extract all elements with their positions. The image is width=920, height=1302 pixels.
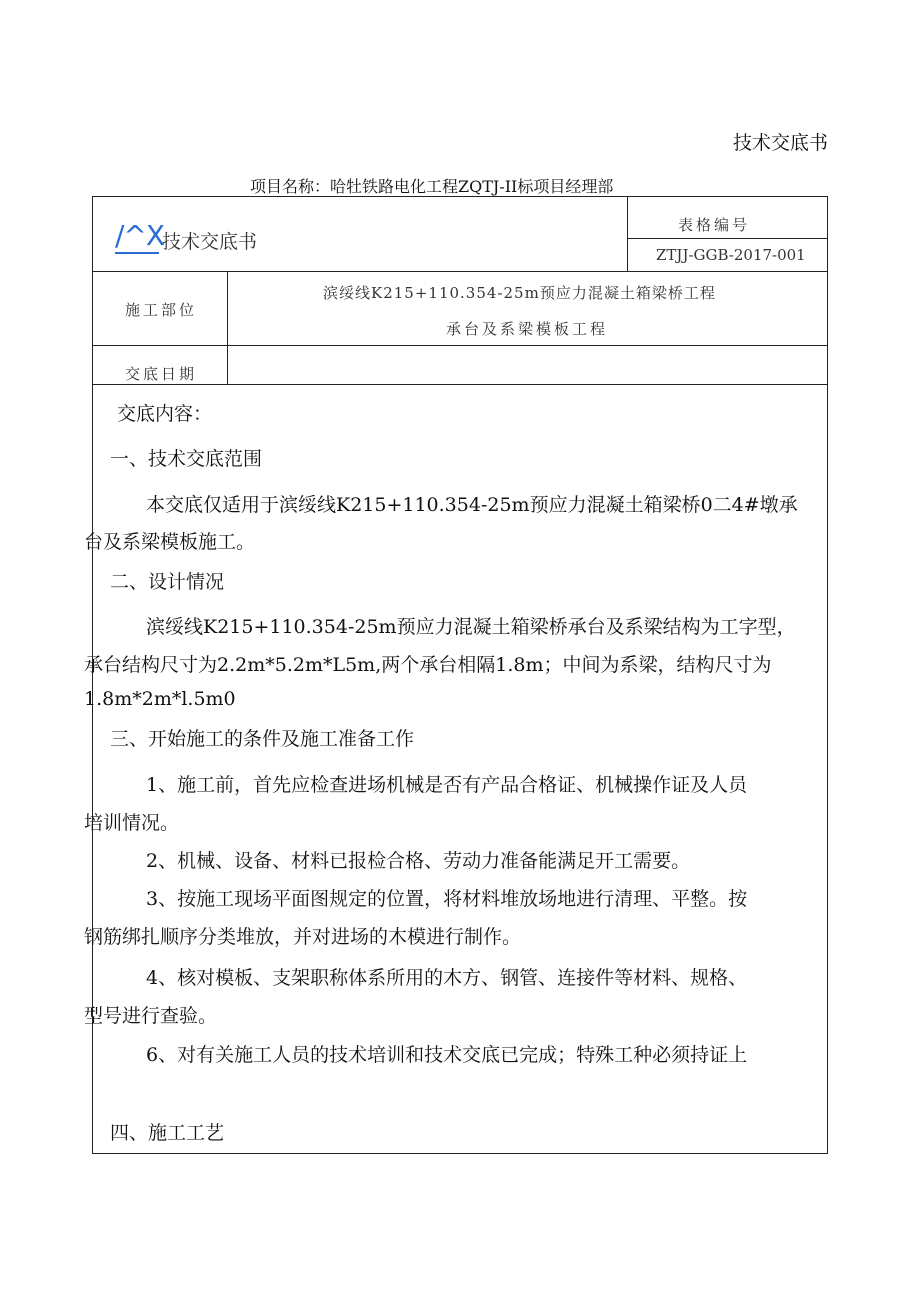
list-item: 钢筋绑扎顺序分类堆放，并对进场的木模进行制作。 [84,926,522,948]
section-1-text: 台及系梁模板施工。 [84,531,256,553]
divider [92,271,828,272]
list-item: 6、对有关施工人员的技术培训和技术交底已完成；特殊工种必须持证上 [146,1044,748,1066]
company-logo: /^X [115,219,165,252]
section-3-title: 三、开始施工的条件及施工准备工作 [110,728,415,750]
list-item: 培训情况。 [84,812,180,834]
section-1-title: 一、技术交底范围 [110,448,263,470]
divider [627,196,628,271]
project-name: 项目名称：哈牡铁路电化工程ZQTJ-II标项目经理部 [250,177,614,196]
location-value-line1: 滨绥线K215+110.354-25m预应力混凝土箱梁桥工程 [323,284,716,302]
form-number: ZTJJ-GGB-2017-001 [656,246,806,264]
content-heading: 交底内容： [117,403,213,425]
section-2-text: 1.8m*2m*l.5m0 [84,688,236,710]
list-item: 型号进行查验。 [84,1005,218,1027]
divider [92,345,828,346]
list-item: 3、按施工现场平面图规定的位置，将材料堆放场地进行清理、平整。按 [146,888,748,910]
divider [627,238,828,239]
list-item: 1、施工前，首先应检查进场机械是否有产品合格证、机械操作证及人员 [146,774,748,796]
date-label: 交底日期 [125,365,198,383]
section-2-title: 二、设计情况 [110,571,225,593]
section-1-text: 本交底仅适用于滨绥线K215+110.354-25m预应力混凝土箱梁桥0二4#墩承 [146,494,798,516]
location-label: 施工部位 [125,301,198,319]
section-4-title: 四、施工工艺 [110,1122,225,1144]
divider [227,271,228,384]
header-title: 技术交底书 [162,231,258,253]
location-value-line2: 承台及系梁模板工程 [446,320,609,338]
section-2-text: 滨绥线K215+110.354-25m预应力混凝土箱梁桥承台及系梁结构为工字型， [146,616,796,638]
divider [92,384,828,385]
list-item: 2、机械、设备、材料已报检合格、劳动力准备能满足开工需要。 [146,850,691,872]
section-2-text: 承台结构尺寸为2.2m*5.2m*L5m,两个承台相隔1.8m；中间为系梁，结构尺寸为 [84,654,772,676]
list-item: 4、核对模板、支架职称体系所用的木方、钢管、连接件等材料、规格、 [146,967,748,989]
form-number-label: 表格编号 [678,216,751,234]
document-title: 技术交底书 [732,132,828,154]
logo-underline [115,252,159,254]
